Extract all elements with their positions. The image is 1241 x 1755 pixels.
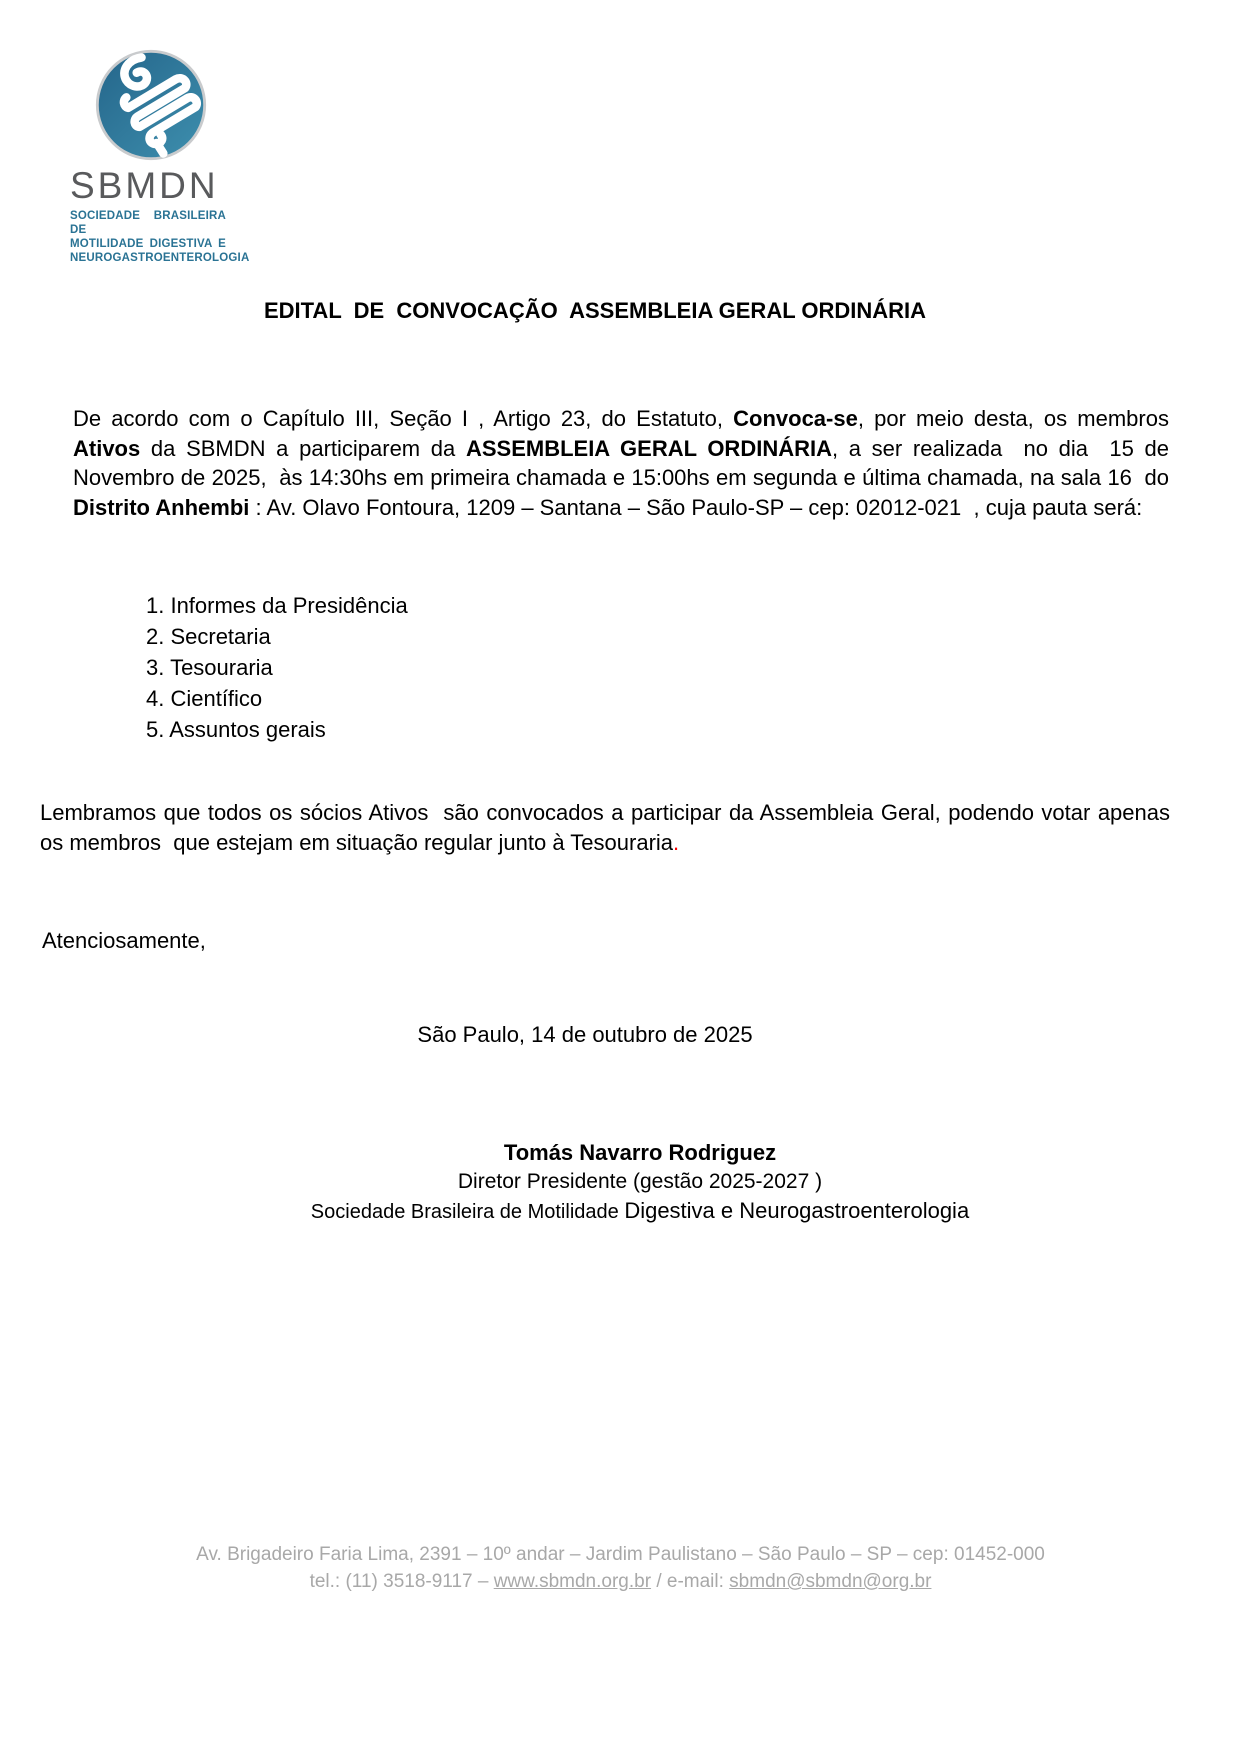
footer-email-label: / e-mail: bbox=[651, 1571, 730, 1592]
p1-text: , a ser realizada no dia 15 de Novembro de 2025, às 14:30hs em primeira chamada e 15:00hs em segunda e última chamada, na sala 16 do bbox=[73, 435, 1169, 490]
email-link[interactable]: sbmdn@sbmdn@org.br bbox=[729, 1571, 932, 1592]
p1-text: : Av. Olavo Fontoura, 1209 – Santana – São Paulo-SP – cep: 02012-021 , cuja pauta será: bbox=[249, 494, 1143, 520]
signer-org-part2: Digestiva e Neurogastroenterologia bbox=[624, 1198, 970, 1223]
footer-contact-line bbox=[0, 1568, 1241, 1595]
convocation-paragraph bbox=[73, 404, 1169, 522]
logo-org-line3: NEUROGASTROENTEROLOGIA bbox=[70, 252, 250, 264]
p1-bold-ativos: Ativos bbox=[73, 435, 141, 461]
agenda-list bbox=[146, 590, 408, 745]
p2-text: Lembramos que todos os sócios Ativos são convocados a participar da Assembleia Geral, podendo votar apenas os membros que estejam em situação regular junto à Tesouraria bbox=[40, 800, 1170, 855]
logo-org-name bbox=[70, 209, 250, 265]
logo-org-line2: MOTILIDADE DIGESTIVA E bbox=[70, 238, 226, 250]
p1-text: De acordo com o Capítulo III, Seção I , Artigo 23, do Estatuto, bbox=[73, 406, 734, 431]
agenda-item: 5. Assuntos gerais bbox=[146, 717, 326, 742]
signature-block bbox=[35, 1138, 1241, 1228]
signer-org-part1: Sociedade Brasileira de Motilidade bbox=[310, 1201, 625, 1223]
p1-bold-distrito-anhembi: Distrito Anhembi bbox=[73, 494, 250, 520]
agenda-item: 3. Tesouraria bbox=[146, 655, 273, 680]
p2-red-period: . bbox=[673, 829, 680, 855]
footer-phone: tel.: (11) 3518-9117 – bbox=[309, 1571, 494, 1592]
signer-name: Tomás Navarro Rodriguez bbox=[503, 1140, 777, 1165]
sbmdn-logo bbox=[70, 48, 250, 265]
p1-text: da SBMDN a participarem da bbox=[140, 435, 466, 461]
reminder-paragraph bbox=[40, 798, 1170, 857]
date-line: São Paulo, 14 de outubro de 2025 bbox=[417, 1022, 753, 1047]
intestine-logo-icon bbox=[94, 48, 208, 162]
footer-address: Av. Brigadeiro Faria Lima, 2391 – 10º andar – Jardim Paulistano – São Paulo – SP – cep: 01452-000 bbox=[196, 1544, 1045, 1565]
signer-role: Diretor Presidente (gestão 2025-2027 ) bbox=[457, 1170, 823, 1193]
agenda-item: 4. Científico bbox=[146, 686, 263, 711]
logo-org-line1: SOCIEDADE BRASILEIRA DE bbox=[70, 210, 226, 236]
website-link[interactable]: www.sbmdn.org.br bbox=[493, 1571, 652, 1592]
closing-salutation: Atenciosamente, bbox=[42, 928, 206, 953]
document-title: EDITAL DE CONVOCAÇÃO ASSEMBLEIA GERAL ORDINÁRIA bbox=[263, 298, 927, 323]
agenda-item: 2. Secretaria bbox=[146, 624, 271, 649]
page-footer bbox=[0, 1541, 1241, 1595]
p1-bold-assembleia: ASSEMBLEIA GERAL ORDINÁRIA bbox=[465, 435, 832, 461]
p1-text: , por meio desta, os membros bbox=[857, 406, 1169, 431]
signer-organization bbox=[35, 1196, 1241, 1228]
agenda-item: 1. Informes da Presidência bbox=[146, 593, 408, 618]
logo-acronym: SBMDN bbox=[70, 165, 219, 206]
p1-bold-convocase: Convoca-se bbox=[733, 406, 858, 431]
